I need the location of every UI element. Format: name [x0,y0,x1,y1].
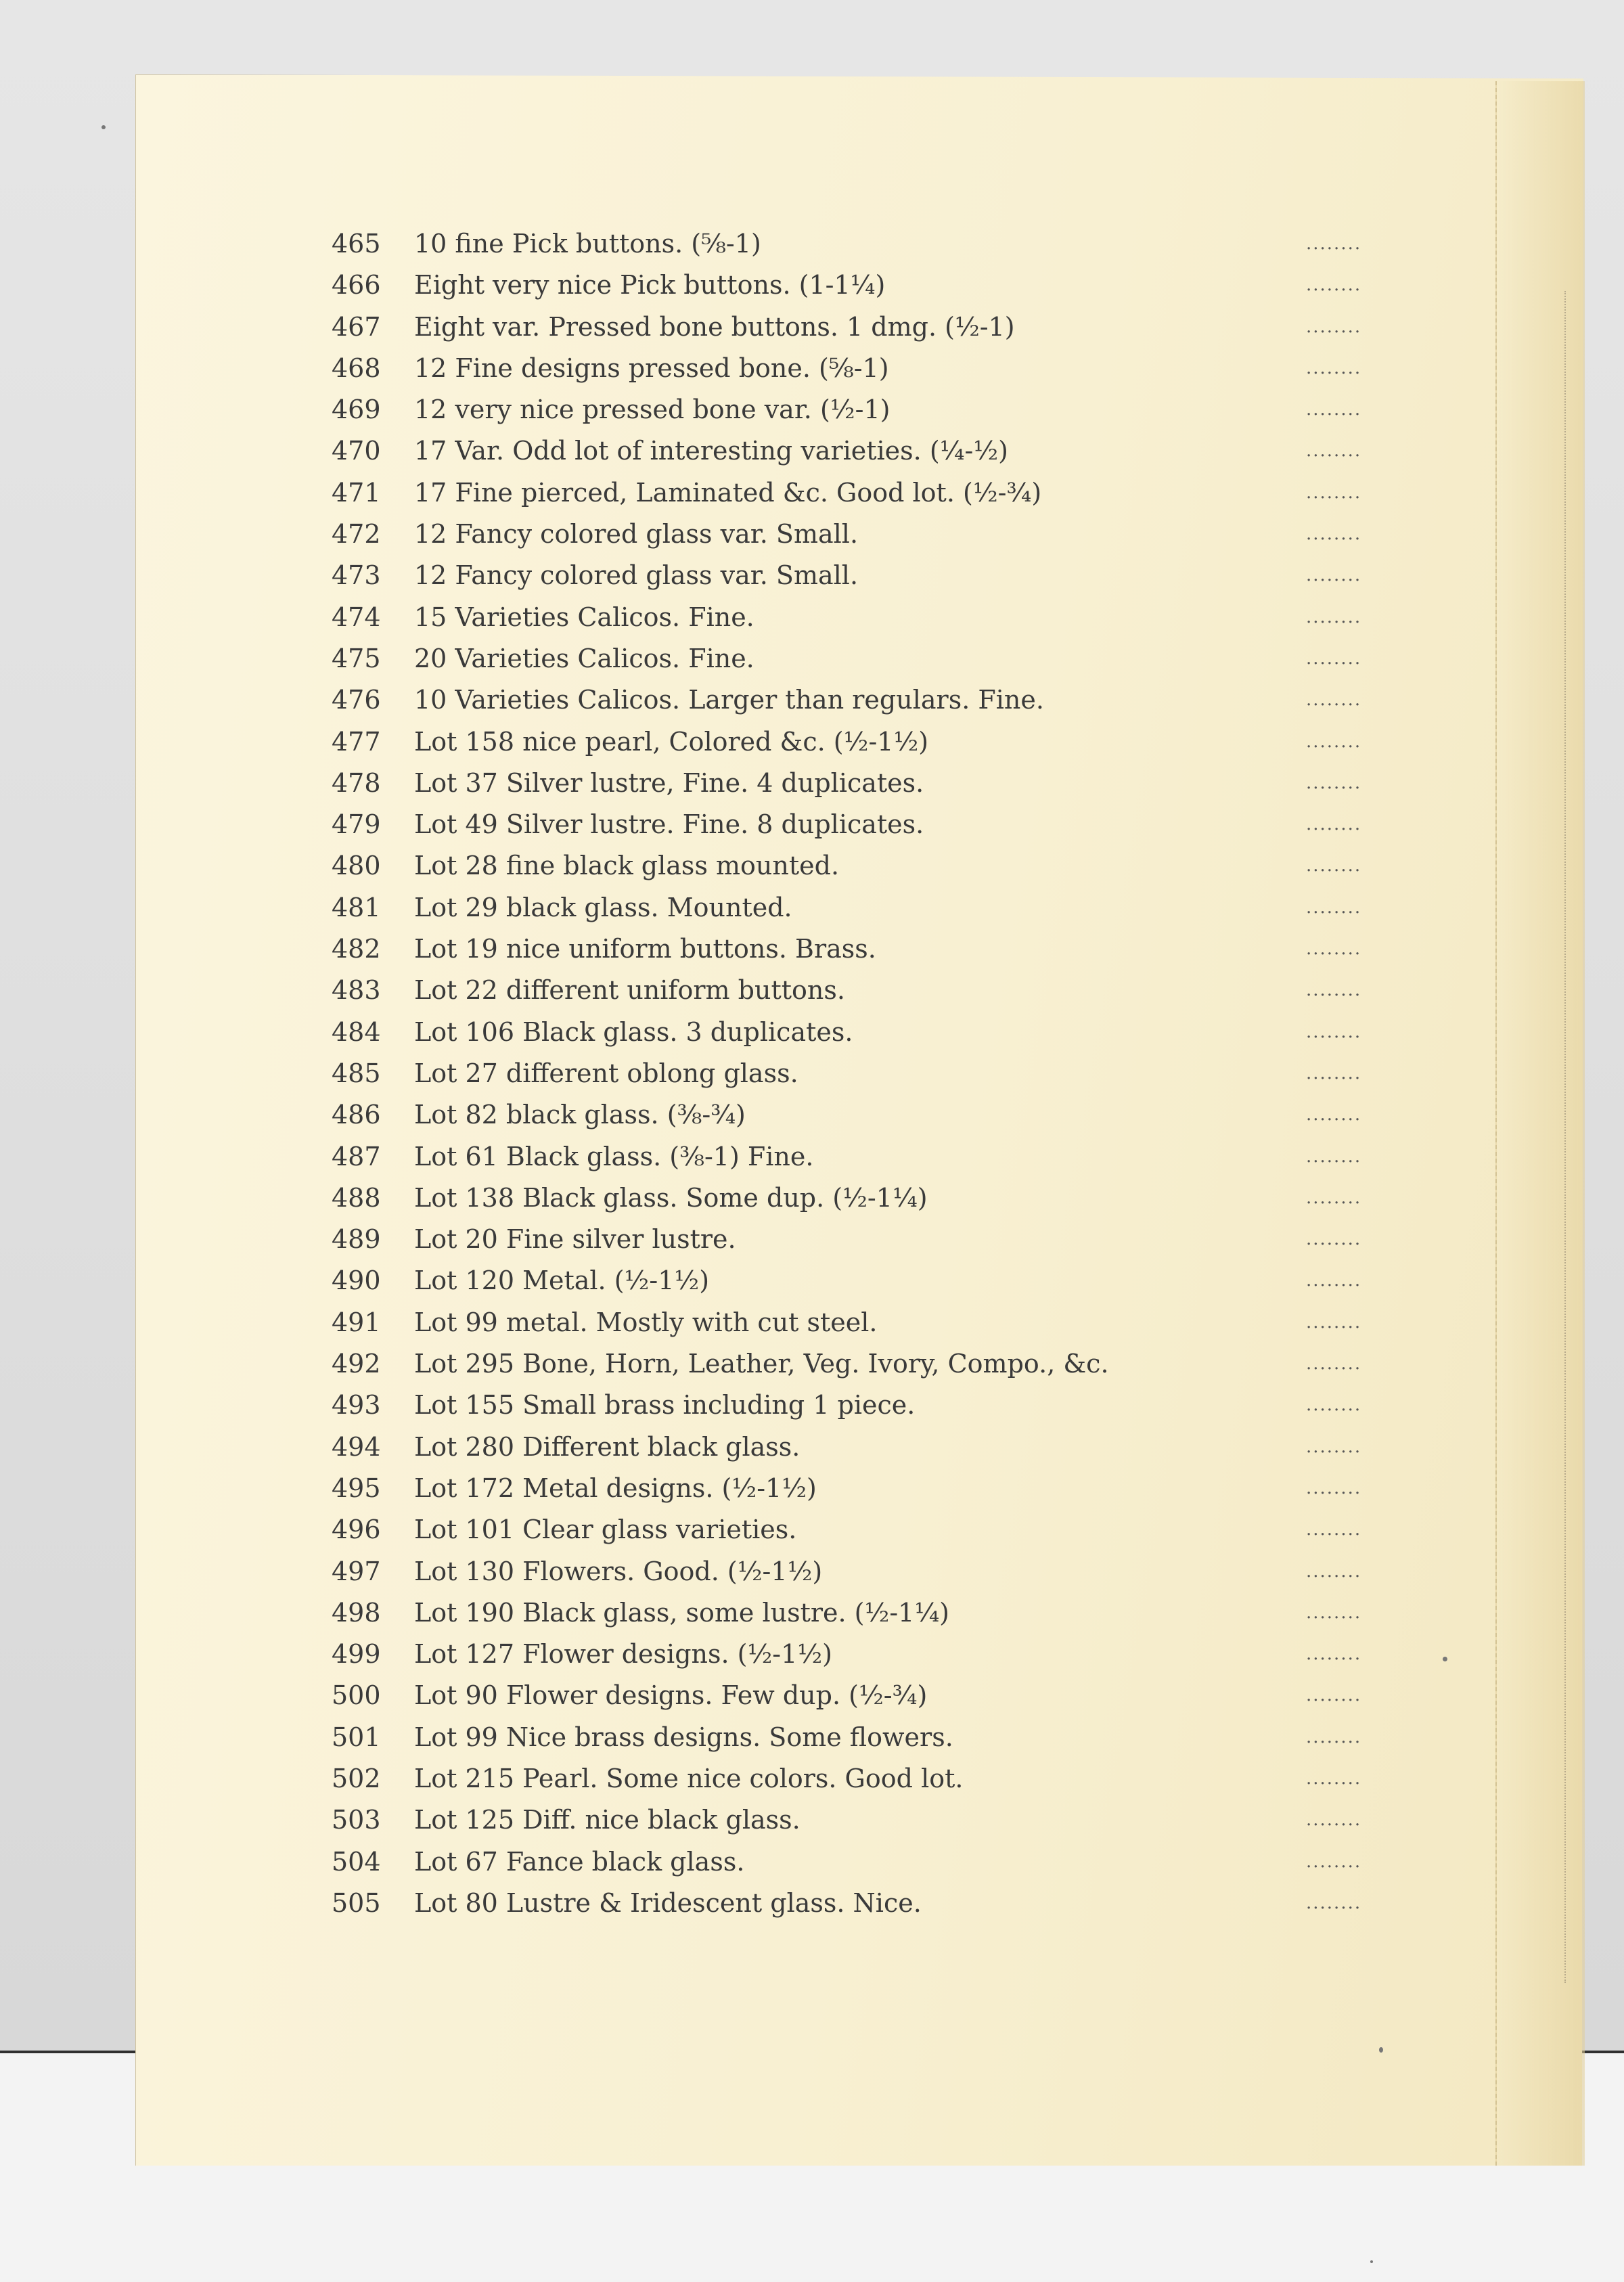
lot-row [332,1219,1387,1260]
lot-description: 12 very nice pressed bone var. (½-1) [414,395,890,425]
lot-number: 495 [332,1473,381,1503]
lot-number: 483 [332,975,381,1006]
lot-number: 476 [332,685,381,715]
lot-description: Lot 295 Bone, Horn, Leather, Veg. Ivory, Compo., &c. [414,1349,1109,1379]
lot-row [332,307,1387,348]
lot-number: 492 [332,1349,381,1379]
bid-leader-dots: ........ [1306,1810,1362,1831]
lot-description: Lot 27 different oblong glass. [414,1058,798,1088]
lot-number: 474 [332,602,381,632]
bid-leader-dots: ........ [1306,1312,1362,1333]
lot-description: 12 Fine designs pressed bone. (⅝-1) [414,353,889,383]
lot-number: 504 [332,1846,381,1877]
bid-leader-dots: ........ [1306,1892,1362,1913]
bid-leader-dots: ........ [1306,482,1362,503]
lot-number: 501 [332,1722,381,1752]
lot-description: 17 Var. Odd lot of interesting varieties. (¼-½) [414,436,1008,466]
lot-number: 481 [332,892,381,922]
bid-leader-dots: ........ [1306,1353,1362,1374]
lot-row [332,763,1387,804]
lot-row [332,1758,1387,1799]
lot-number: 482 [332,934,381,964]
lot-number: 494 [332,1431,381,1462]
lot-number: 472 [332,519,381,550]
lot-row [332,845,1387,887]
lot-number: 489 [332,1224,381,1255]
lot-number: 497 [332,1556,381,1586]
lot-row [332,1053,1387,1094]
lot-row [332,1012,1387,1053]
paper-speck [102,125,106,129]
lot-row [332,348,1387,389]
lot-row [332,1468,1387,1509]
lot-description: Lot 106 Black glass. 3 duplicates. [414,1016,853,1047]
lot-description: Lot 120 Metal. (½-1½) [414,1266,710,1296]
bid-leader-dots: ........ [1306,1062,1362,1083]
lot-row [332,1551,1387,1592]
lot-number: 496 [332,1515,381,1545]
lot-description: 10 Varieties Calicos. Larger than regulars. Fine. [414,685,1044,715]
lot-number: 488 [332,1182,381,1213]
lot-description: Lot 101 Clear glass varieties. [414,1515,797,1545]
bid-leader-dots: ........ [1306,1229,1362,1250]
lot-row [332,1717,1387,1758]
lot-description: Lot 29 black glass. Mounted. [414,892,792,922]
lot-number: 486 [332,1100,381,1130]
bid-leader-dots: ........ [1306,441,1362,462]
lot-number: 470 [332,436,381,466]
lot-row [332,1343,1387,1385]
lot-row [332,1385,1387,1426]
lot-row [332,597,1387,638]
paper-speck [1443,1657,1447,1661]
lot-row [332,1634,1387,1675]
lot-row [332,1094,1387,1136]
bid-leader-dots: ........ [1306,939,1362,960]
lot-row [332,970,1387,1011]
bid-leader-dots: ........ [1306,399,1362,420]
lot-description: Lot 28 fine black glass mounted. [414,851,840,881]
lot-row [332,223,1387,265]
bid-leader-dots: ........ [1306,814,1362,835]
lot-number: 465 [332,229,381,259]
lot-number: 503 [332,1805,381,1835]
lot-row [332,887,1387,929]
lot-description: Lot 19 nice uniform buttons. Brass. [414,934,876,964]
lot-description: Lot 215 Pearl. Some nice colors. Good lot. [414,1763,964,1793]
lot-row [332,1675,1387,1716]
lot-row [332,555,1387,596]
paper-speck [1370,2260,1373,2263]
lot-description: Lot 125 Diff. nice black glass. [414,1805,800,1835]
lot-description: Lot 280 Different black glass. [414,1431,800,1462]
lot-number: 493 [332,1390,381,1420]
lot-row [332,514,1387,555]
lot-description: Lot 61 Black glass. (⅜-1) Fine. [414,1141,814,1171]
lot-number: 487 [332,1141,381,1171]
lot-description: Lot 127 Flower designs. (½-1½) [414,1639,832,1670]
bid-leader-dots: ........ [1306,855,1362,876]
lot-row [332,1178,1387,1219]
lot-number: 469 [332,395,381,425]
lot-row [332,1592,1387,1634]
lot-number: 500 [332,1680,381,1711]
lot-list [332,223,1387,1924]
lot-description: Lot 20 Fine silver lustre. [414,1224,736,1255]
bid-leader-dots: ........ [1306,275,1362,296]
bid-leader-dots: ........ [1306,1644,1362,1665]
lot-number: 466 [332,270,381,300]
bid-leader-dots: ........ [1306,357,1362,378]
bid-leader-dots: ........ [1306,1602,1362,1623]
lot-number: 499 [332,1639,381,1670]
bid-leader-dots: ........ [1306,1270,1362,1291]
bid-leader-dots: ........ [1306,690,1362,711]
lot-description: 12 Fancy colored glass var. Small. [414,560,859,591]
lot-description: Lot 190 Black glass, some lustre. (½-1¼) [414,1597,950,1628]
lot-number: 475 [332,643,381,673]
paper-speck [1379,2047,1383,2053]
bid-leader-dots: ........ [1306,1685,1362,1706]
lot-row [332,804,1387,845]
lot-row [332,638,1387,679]
lot-number: 467 [332,311,381,342]
lot-description: 10 fine Pick buttons. (⅝-1) [414,229,761,259]
lot-description: Lot 130 Flowers. Good. (½-1½) [414,1556,823,1586]
lot-number: 479 [332,809,381,840]
lot-row [332,1260,1387,1301]
lot-description: Lot 49 Silver lustre. Fine. 8 duplicates. [414,809,924,840]
lot-description: Lot 158 nice pearl, Colored &c. (½-1½) [414,726,929,757]
lot-description: 15 Varieties Calicos. Fine. [414,602,754,632]
lot-number: 484 [332,1016,381,1047]
lot-number: 505 [332,1887,381,1918]
lot-description: Lot 90 Flower designs. Few dup. (½-¾) [414,1680,928,1711]
bid-leader-dots: ........ [1306,316,1362,337]
lot-description: Lot 172 Metal designs. (½-1½) [414,1473,817,1503]
lot-description: Lot 99 Nice brass designs. Some flowers. [414,1722,953,1752]
bid-leader-dots: ........ [1306,1395,1362,1416]
lot-description: Eight very nice Pick buttons. (1-1¼) [414,270,886,300]
bid-leader-dots: ........ [1306,772,1362,793]
lot-description: Lot 37 Silver lustre, Fine. 4 duplicates. [414,767,924,798]
lot-description: Lot 99 metal. Mostly with cut steel. [414,1307,878,1337]
bid-leader-dots: ........ [1306,1851,1362,1872]
bid-leader-dots: ........ [1306,1146,1362,1167]
lot-description: Lot 82 black glass. (⅜-¾) [414,1100,746,1130]
bid-leader-dots: ........ [1306,1021,1362,1042]
lot-row [332,1427,1387,1468]
lot-row [332,1136,1387,1178]
lot-row [332,1302,1387,1343]
lot-number: 477 [332,726,381,757]
lot-number: 491 [332,1307,381,1337]
bid-leader-dots: ........ [1306,1519,1362,1540]
lot-description: 20 Varieties Calicos. Fine. [414,643,754,673]
bid-leader-dots: ........ [1306,1768,1362,1789]
lot-row [332,929,1387,970]
lot-description: 12 Fancy colored glass var. Small. [414,519,859,550]
lot-row [332,430,1387,472]
lot-number: 480 [332,851,381,881]
lot-description: Lot 67 Fance black glass. [414,1846,745,1877]
lot-row [332,1509,1387,1550]
lot-row [332,265,1387,306]
bid-leader-dots: ........ [1306,897,1362,918]
torn-right-edge [1495,81,1585,2166]
lot-row [332,1883,1387,1924]
bid-leader-dots: ........ [1306,1436,1362,1457]
lot-number: 502 [332,1763,381,1793]
bid-leader-dots: ........ [1306,1561,1362,1582]
lot-number: 498 [332,1597,381,1628]
bid-leader-dots: ........ [1306,1187,1362,1208]
bid-leader-dots: ........ [1306,1477,1362,1498]
lot-row [332,1841,1387,1883]
lot-number: 468 [332,353,381,383]
bid-leader-dots: ........ [1306,606,1362,627]
lot-number: 473 [332,560,381,591]
lot-description: Eight var. Pressed bone buttons. 1 dmg. (½-1) [414,311,1015,342]
lot-row [332,472,1387,514]
lot-number: 490 [332,1266,381,1296]
bid-leader-dots: ........ [1306,1104,1362,1125]
lot-number: 478 [332,767,381,798]
bid-leader-dots: ........ [1306,980,1362,1001]
lot-description: 17 Fine pierced, Laminated &c. Good lot. (½-¾) [414,477,1042,508]
lot-description: Lot 22 different uniform buttons. [414,975,845,1006]
bid-leader-dots: ........ [1306,731,1362,752]
lot-row [332,1799,1387,1841]
perforation-mark [1564,291,1570,1983]
bid-leader-dots: ........ [1306,524,1362,545]
lot-row [332,389,1387,430]
lot-row [332,679,1387,721]
bid-leader-dots: ........ [1306,1726,1362,1747]
bid-leader-dots: ........ [1306,565,1362,586]
lot-description: Lot 138 Black glass. Some dup. (½-1¼) [414,1182,928,1213]
lot-number: 485 [332,1058,381,1088]
bid-leader-dots: ........ [1306,233,1362,254]
bid-leader-dots: ........ [1306,648,1362,669]
lot-row [332,721,1387,763]
lot-description: Lot 155 Small brass including 1 piece. [414,1390,916,1420]
lot-description: Lot 80 Lustre & Iridescent glass. Nice. [414,1887,922,1918]
lot-number: 471 [332,477,381,508]
